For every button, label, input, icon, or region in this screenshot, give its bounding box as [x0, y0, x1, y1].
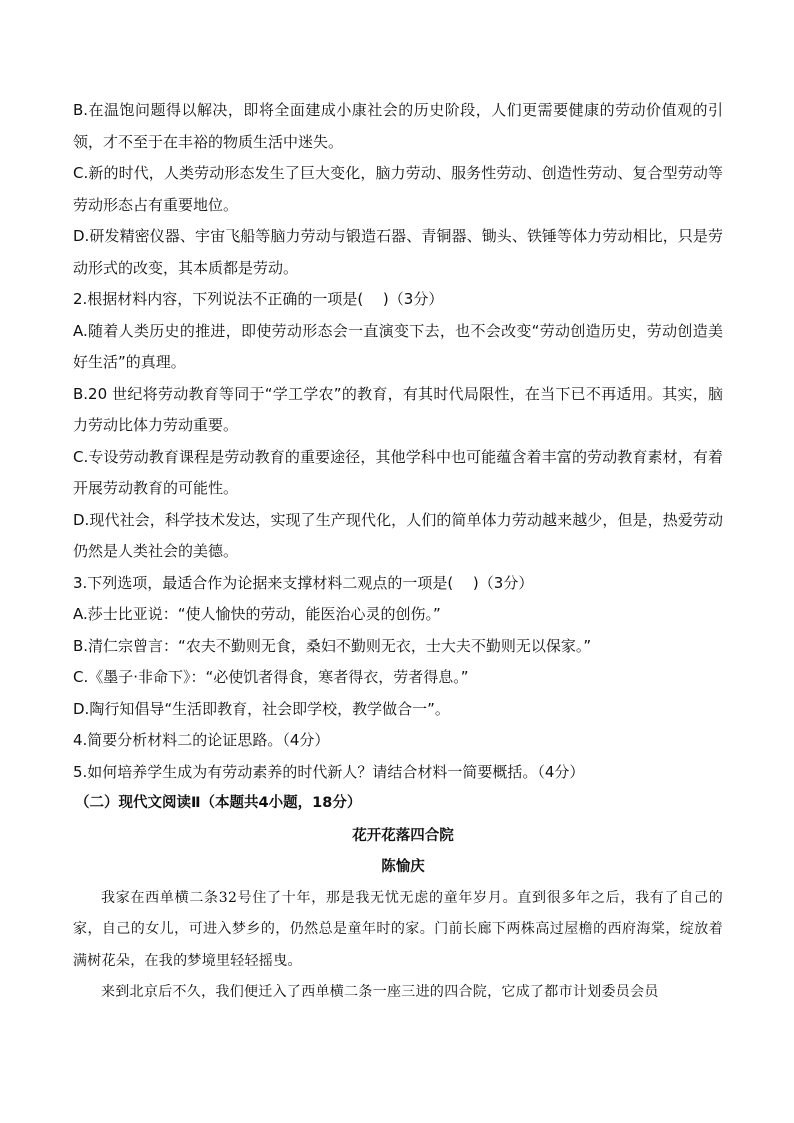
q2-option-b: B.20 世纪将劳动教育等同于“学工学农”的教育，有其时代局限性，在当下已不再适用。其实，脑力劳动比体力劳动重要。 — [73, 384, 723, 434]
passage-paragraph-2: 来到北京后不久，我们便迁入了西单横二条一座三进的四合院，它成了都市计划委员会员 — [101, 984, 659, 1000]
passage-title: 花开花落四合院 — [352, 826, 454, 844]
q3-stem: 3.下列选项，最适合作为论据来支撑材料二观点的一项是( )（3分） — [73, 573, 534, 592]
q3-option-d: D.陶行知倡导“生活即教育，社会即学校，教学做合一”。 — [73, 699, 450, 718]
q2-option-a: A.随着人类历史的推进，即使劳动形态会一直演变下去，也不会改变“劳动创造历史，劳动创造美好生活”的真理。 — [73, 321, 723, 371]
section-heading: （二）现代文阅读Ⅱ（本题共4小题，18分） — [75, 795, 362, 811]
q3-option-b: B.清仁宗曾言：“农夫不勤则无食，桑妇不勤则无衣，士大夫不勤则无以保家。” — [73, 636, 592, 655]
q2-option-c: C.专设劳动教育课程是劳动教育的重要途径，其他学科中也可能蕴含着丰富的劳动教育素材，有着开展劳动教育的可能性。 — [73, 447, 723, 497]
q1-option-b: B.在温饱问题得以解决，即将全面建成小康社会的历史阶段，人们更需要健康的劳动价值观的引领，才不至于在丰裕的物质生活中迷失。 — [73, 101, 723, 151]
q1-option-c: C.新的时代，人类劳动形态发生了巨大变化，脑力劳动、服务性劳动、创造性劳动、复合型劳动等劳动形态占有重要地位。 — [73, 164, 723, 214]
q4-stem: 4.简要分析材料二的论证思路。（4分） — [73, 731, 330, 749]
q1-option-d: D.研发精密仪器、宇宙飞船等脑力劳动与锻造石器、青铜器、锄头、铁锤等体力劳动相比，只是劳动形式的改变，其本质都是劳动。 — [73, 227, 723, 277]
passage-paragraph-1: 我家在西单横二条32号住了十年，那是我无忧无虑的童年岁月。直到很多年之后，我有了自己的家，自己的女儿，可进入梦乡的，仍然总是童年时的家。门前长廊下两株高过屋檐的西府海棠，绽放着满树花朵，在我的梦境里轻轻摇曳。 — [73, 889, 723, 969]
page-content — [73, 95, 723, 1009]
passage-author: 陈愉庆 — [381, 858, 425, 875]
q5-stem: 5.如何培养学生成为有劳动素养的时代新人？请结合材料一简要概括。（4分） — [73, 762, 585, 781]
q2-stem: 2.根据材料内容，下列说法不正确的一项是( )（3分） — [73, 290, 444, 308]
q2-option-d: D.现代社会，科学技术发达，实现了生产现代化，人们的简单体力劳动越来越少，但是，热爱劳动仍然是人类社会的美德。 — [73, 510, 723, 560]
q3-option-c: C.《墨子·非命下》：“必使饥者得食，寒者得衣，劳者得息。” — [73, 668, 469, 686]
q3-option-a: A.莎士比亚说：“使人愉快的劳动，能医治心灵的创伤。” — [73, 605, 441, 623]
